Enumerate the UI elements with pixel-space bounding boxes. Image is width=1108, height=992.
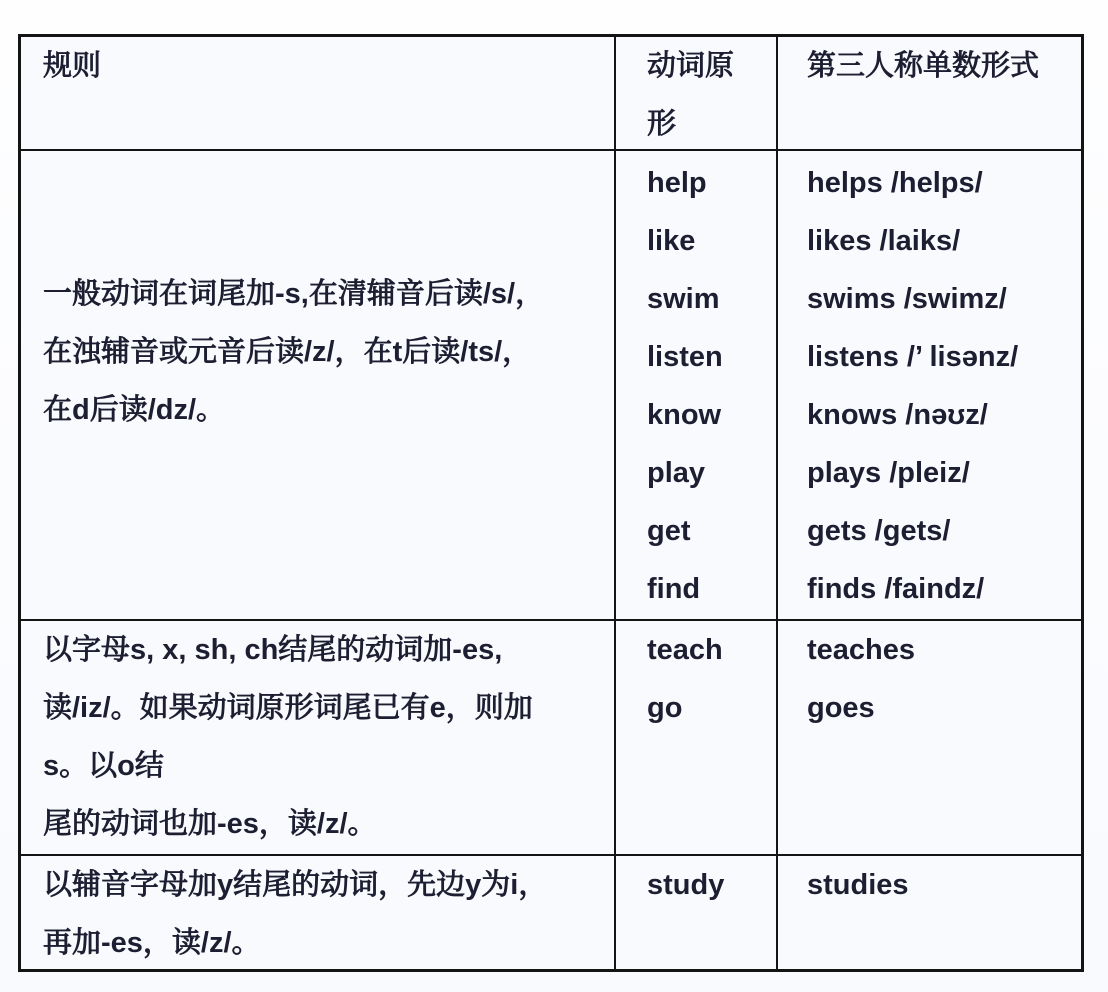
rule-line: 以辅音字母加y结尾的动词，先边y为i， xyxy=(43,869,548,901)
third-person-form: teaches xyxy=(807,634,916,666)
rule-line: s。以o结 xyxy=(43,750,164,782)
verb: go xyxy=(647,692,683,724)
rule-cell-2 xyxy=(21,621,616,856)
rule-line: 读/iz/。如果动词原形词尾已有e，则加 xyxy=(43,692,533,724)
rule-line: 在浊辅音或元音后读/z/，在t后读/ts/， xyxy=(43,336,532,368)
third-person-cell-3 xyxy=(778,856,1081,969)
third-person-form: gets /gets/ xyxy=(807,515,951,547)
verb: play xyxy=(647,457,706,489)
verb-conjugation-table xyxy=(18,34,1084,972)
base-form-cell-2 xyxy=(616,621,778,856)
third-person-cell-1 xyxy=(778,151,1081,621)
verb: listen xyxy=(647,341,723,373)
third-person-form: helps /helps/ xyxy=(807,167,983,199)
header-base-form: 动词原形 xyxy=(616,37,778,151)
header-rule xyxy=(21,37,616,151)
base-form-cell-3 xyxy=(616,856,778,969)
rule-line: 以字母s, x, sh, ch结尾的动词加-es, xyxy=(43,634,503,666)
third-person-form: studies xyxy=(807,869,909,901)
third-person-form: knows /nəʊz/ xyxy=(807,399,988,431)
verb: get xyxy=(647,515,691,547)
verb: like xyxy=(647,225,696,257)
third-person-cell-2 xyxy=(778,621,1081,856)
third-person-form: swims /swimz/ xyxy=(807,283,1007,315)
rule-cell-1 xyxy=(21,151,616,621)
verb: help xyxy=(647,167,707,199)
third-person-form: plays /pleiz/ xyxy=(807,457,970,489)
rule-line: 再加-es，读/z/。 xyxy=(43,927,261,959)
rule-cell-3 xyxy=(21,856,616,969)
header-third-person xyxy=(778,37,1081,151)
third-person-form: likes /laiks/ xyxy=(807,225,961,257)
base-form-cell-1 xyxy=(616,151,778,621)
third-person-form: listens /’ lisənz/ xyxy=(807,341,1019,373)
verb: find xyxy=(647,573,701,605)
verb: know xyxy=(647,399,722,431)
third-person-form: goes xyxy=(807,692,875,724)
verb: study xyxy=(647,869,725,901)
rule-line: 在d后读/dz/。 xyxy=(43,394,226,426)
header-rule-label: 规则 xyxy=(43,50,102,82)
rule-line: 尾的动词也加-es，读/z/。 xyxy=(43,808,377,840)
rule-line: 一般动词在词尾加-s,在清辅音后读/s/， xyxy=(43,278,545,310)
header-third-person-label: 第三人称单数形式 xyxy=(807,50,1040,82)
third-person-form: finds /faindz/ xyxy=(807,573,985,605)
verb: teach xyxy=(647,634,723,666)
verb: swim xyxy=(647,283,720,315)
